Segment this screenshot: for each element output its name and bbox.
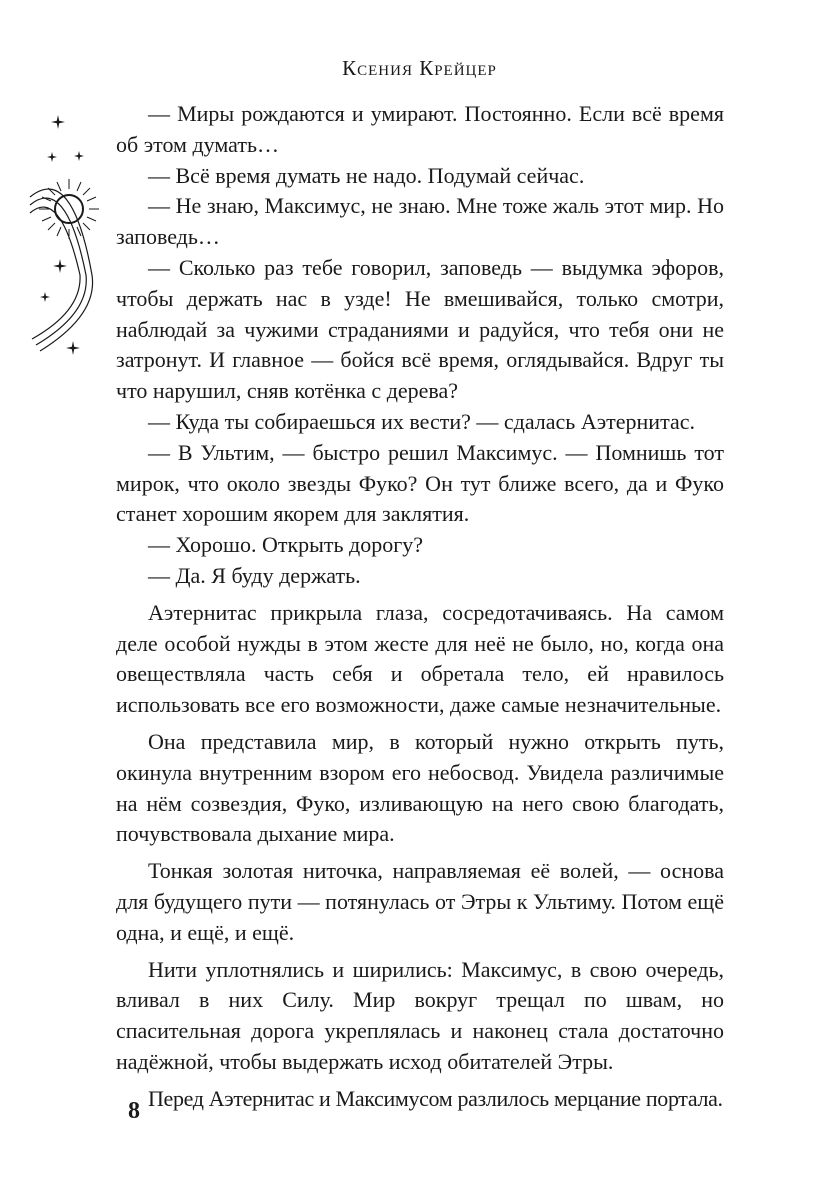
- star-icon: [74, 151, 84, 161]
- paragraph: — Да. Я буду держать.: [148, 562, 361, 588]
- paragraph: Аэтернитас прикрыла глаза, сосредотачиваясь. На самом деле особой нужды в этом жесте для неё не было, но, когда она овеществляла часть себя и обретала тело, ей нравилось использовать все его возможности, даже самые незначительные.: [116, 599, 724, 718]
- paragraph: Она представила мир, в который нужно открыть путь, окинула внутренним взором его небосвод. Увидела различимые на нём созвездия, Фуко, изливающую на него свою благодать, почувствовала дыхание мира.: [116, 728, 724, 847]
- page-number: 8: [128, 1098, 140, 1124]
- paragraph: Перед Аэтернитас и Максимусом разлилось мерцание портала.: [148, 1085, 723, 1111]
- star-icon: [40, 292, 50, 302]
- paragraph: — Куда ты собираешься их вести? — сдалась Аэтернитас.: [148, 408, 695, 434]
- paragraph: — Не знаю, Максимус, не знаю. Мне тоже жаль этот мир. Но заповедь…: [116, 193, 724, 250]
- paragraph: — Миры рождаются и умирают. Постоянно. Если всё время об этом думать…: [116, 101, 724, 157]
- paragraph: — Хорошо. Открыть дорогу?: [148, 532, 424, 558]
- paragraph: — Сколько раз тебе говорил, заповедь — выдумка эфоров, чтобы держать нас в узде! Не вмешивайся, только смотри, наблюдай за чужими страданиями и радуйся, что тебя они не затронут. И главное — бойся всё время, оглядывайся. Вдруг ты что нарушил, сняв котёнка с дерева?: [116, 254, 724, 404]
- paragraph: Нити уплотнялись и ширились: Максимус, в свою очередь, вливал в них Силу. Мир вокруг трещал по швам, но спасительная дорога укреплялась и наконец стала достаточно надёжной, чтобы выдержать исход обитателей Этры.: [116, 956, 724, 1074]
- star-icon: [66, 341, 80, 355]
- paragraph: — Всё время думать не надо. Подумай сейчас.: [148, 162, 585, 188]
- star-icon: [53, 259, 67, 273]
- star-icon: [51, 115, 65, 129]
- sun-with-stars-ornament-icon: [28, 105, 118, 365]
- paragraph: — В Ультим, — быстро решил Максимус. — Помнишь тот мирок, что около звезды Фуко? Он тут ближе всего, да и Фуко станет хорошим якорем для заклятия.: [116, 439, 724, 527]
- paragraph: Тонкая золотая ниточка, направляемая её волей, — основа для будущего пути — потянулась от Этры к Ультиму. Потом ещё одна, и ещё, и ещё.: [116, 858, 724, 945]
- body-text: [116, 99, 724, 1115]
- running-header-author: Ксения Крейцер: [342, 56, 497, 80]
- star-icon: [47, 152, 57, 162]
